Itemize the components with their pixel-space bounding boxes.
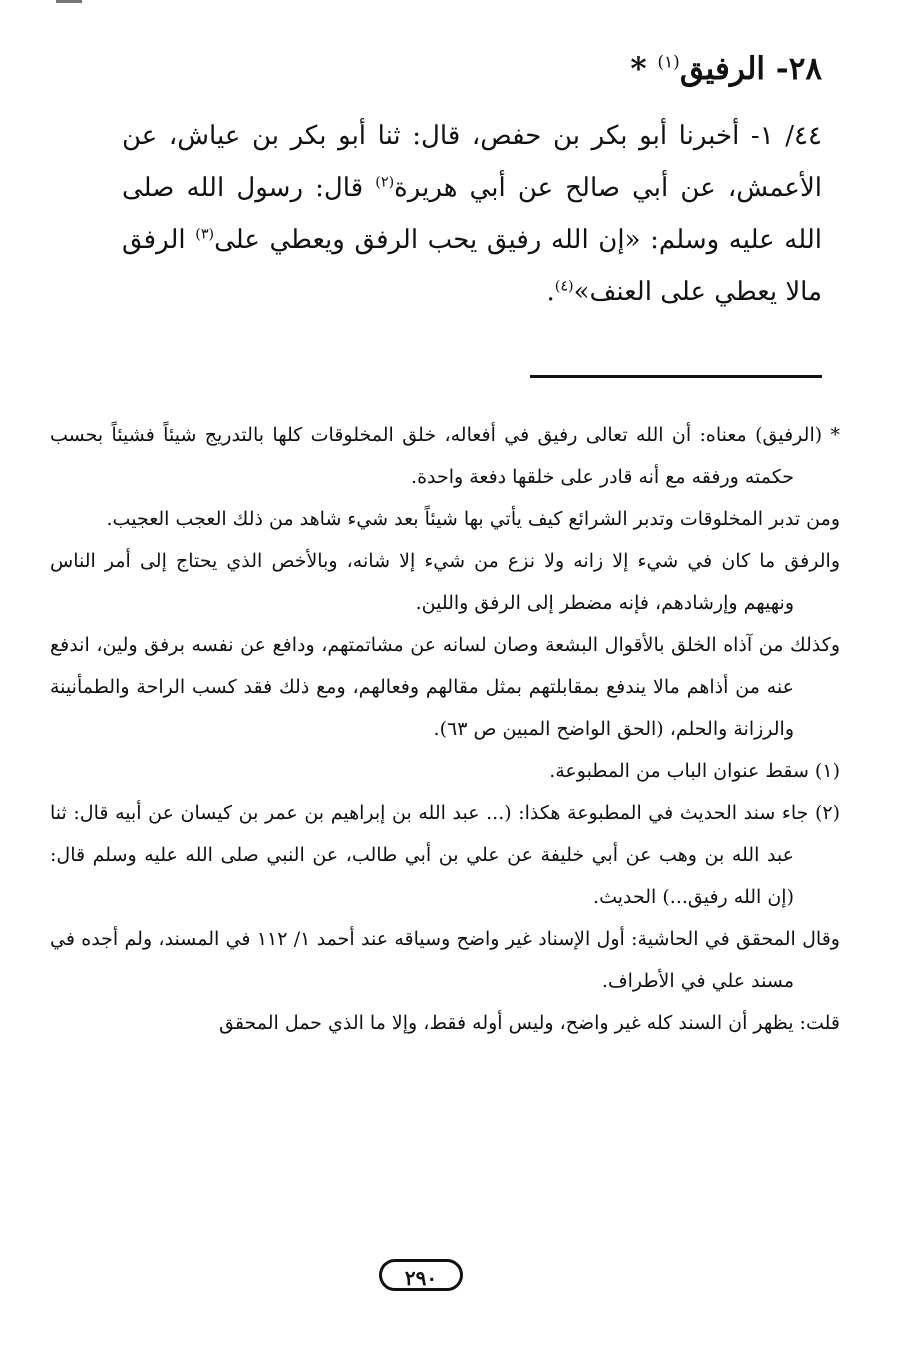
footnote-para-2: ومن تدبر المخلوقات وتدبر الشرائع كيف يأتي بها شيئاً بعد شيء شاهد من ذلك العجب العجيب. bbox=[106, 508, 840, 530]
hadith-paragraph bbox=[122, 110, 822, 318]
note-ref-2: (٢) bbox=[375, 174, 395, 191]
hadith-end-mark: . bbox=[546, 277, 555, 307]
hadith-isnad: ٤٤/ ١- أخبرنا أبو بكر بن حفص، قال: ثنا أبو بكر بن عياش، عن الأعمش، عن أبي صالح عن أبي هريرة bbox=[122, 121, 822, 203]
footnote-1: (١) سقط عنوان الباب من المطبوعة. bbox=[549, 760, 840, 782]
hadith-text bbox=[122, 110, 822, 318]
footnotes bbox=[50, 414, 840, 1044]
footnote-para-3: والرفق ما كان في شيء إلا زانه ولا نزع من شيء إلا شانه، وبالأخص الذي يحتاج إلى أمر الناس ونهيهم وإرشادهم، فإنه مضطر إلى الرفق واللين. bbox=[50, 550, 840, 614]
footnote-2-continued: وقال المحقق في الحاشية: أول الإسناد غير واضح وسياقه عند أحمد ١/ ١١٢ في المسند، ولم أجده في مسند علي في الأطراف. bbox=[50, 928, 840, 992]
footnote-2-continued-2: قلت: يظهر أن السند كله غير واضح، وليس أوله فقط، وإلا ما الذي حمل المحقق bbox=[219, 1012, 840, 1034]
hadith-matn-1: قال: رسول الله صلى الله عليه وسلم: «إن الله رفيق يحب الرفق ويعطي على bbox=[122, 173, 823, 255]
hadith-matn-2: الرفق مالا يعطي على العنف» bbox=[122, 225, 822, 307]
note-ref-3: (٣) bbox=[195, 226, 215, 243]
footnote-2: (٢) جاء سند الحديث في المطبوعة هكذا: (... عبد الله بن إبراهيم بن عمر بن كيسان عن أبيه قال: ثنا عبد الله بن وهب عن أبي خليفة عن علي بن أبي طالب، عن النبي صلى الله عليه وسلم قال: (إن الله رفيق...) الحديث. bbox=[50, 802, 840, 908]
footnote-para-4: وكذلك من آذاه الخلق بالأقوال البشعة وصان لسانه عن مشاتمتهم، ودافع عن نفسه برفق ولين، اندفع عنه من أذاهم مالا يندفع بمقابلتهم بمثل مقالهم وفعالهم، ومع ذلك فقد كسب الراحة والطمأنينة والرزانة والحلم، (الحق الواضح المبين ص ٦٣). bbox=[50, 634, 840, 740]
chapter-title-note-ref: (١) bbox=[657, 52, 680, 73]
note-ref-4: (٤) bbox=[554, 278, 574, 295]
top-edge-mark bbox=[56, 0, 82, 3]
footnote-separator bbox=[530, 375, 822, 378]
chapter-title-text: ٢٨- الرفيق bbox=[679, 51, 822, 87]
chapter-title bbox=[120, 46, 822, 92]
footnote-star: * (الرفيق) معناه: أن الله تعالى رفيق في أفعاله، خلق المخلوقات كلها بالتدريج شيئاً فشيئاً بحسب حكمته ورفقه مع أنه قادر على خلقها دفعة واحدة. bbox=[50, 424, 840, 488]
chapter-title-star: * bbox=[630, 51, 658, 87]
page-number: ٢٩٠ bbox=[379, 1259, 463, 1291]
